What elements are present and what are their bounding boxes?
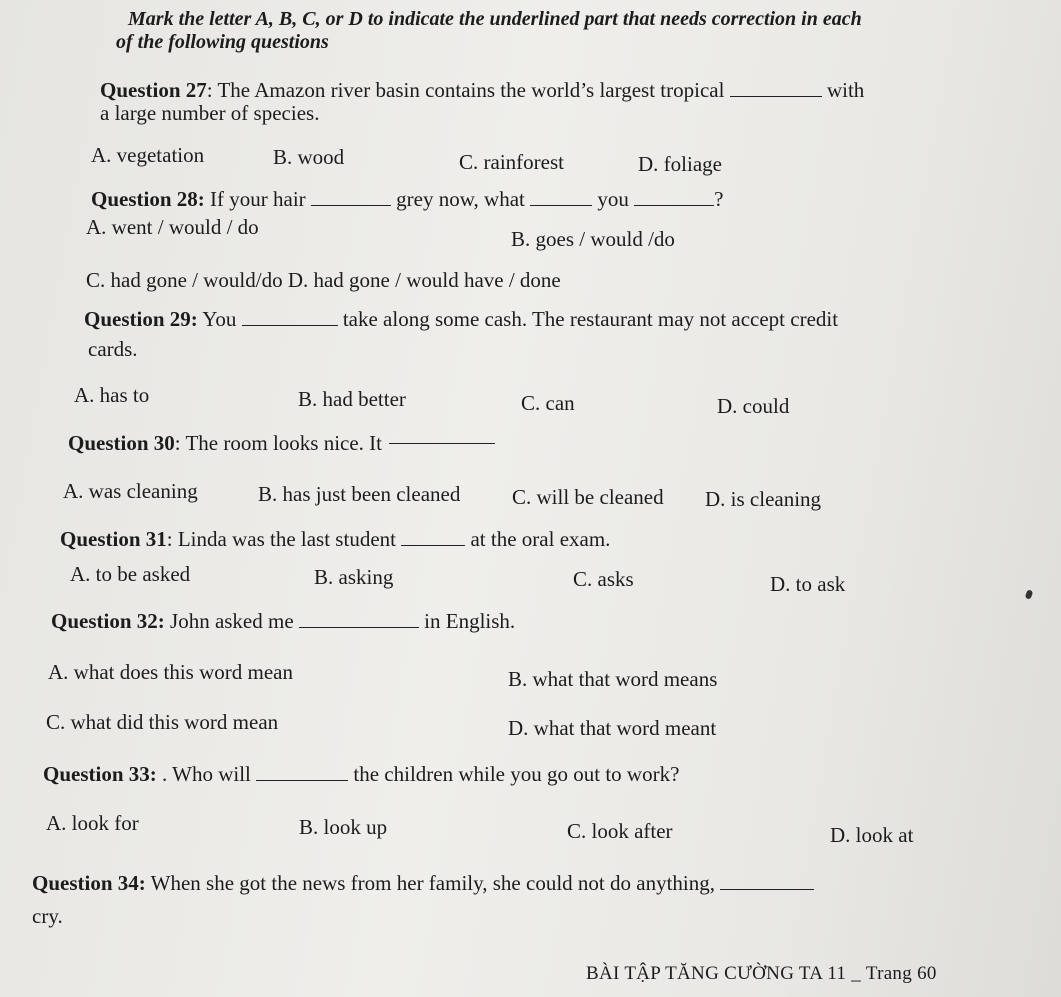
question-text: take along some cash. The restaurant may not accept credit [342, 307, 839, 331]
question-label: Question 28: [91, 187, 205, 211]
page-footer [586, 962, 937, 986]
option-b: B. look up [299, 815, 388, 839]
question-30 [68, 431, 495, 455]
answer-blank [256, 764, 348, 781]
question-27-cont: a large number of species. [100, 101, 320, 125]
question-text: with [826, 78, 865, 102]
answer-blank [530, 189, 592, 206]
option-a: A. what does this word mean [48, 660, 293, 684]
answer-blank [299, 611, 419, 628]
question-text: at the oral exam. [470, 527, 611, 551]
option-b: B. wood [273, 145, 345, 169]
answer-blank [242, 309, 338, 326]
question-31 [60, 527, 610, 551]
instruction-line-2: of the following questions [116, 31, 329, 53]
option-a: A. was cleaning [63, 479, 198, 503]
option-a: A. to be asked [70, 562, 191, 586]
question-28 [91, 187, 723, 211]
answer-blank [311, 189, 391, 206]
question-27 [100, 78, 864, 102]
option-b: B. goes / would /do [511, 227, 675, 251]
question-label: Question 29: [84, 307, 198, 331]
question-text: You [202, 307, 237, 331]
option-b: B. has just been cleaned [258, 482, 461, 506]
question-text: John asked me [170, 609, 294, 633]
question-text: ? [714, 187, 724, 211]
pen-mark [1025, 589, 1034, 600]
answer-blank [389, 427, 495, 444]
answer-blank [720, 873, 814, 890]
answer-blank [401, 529, 465, 546]
question-text: : The Amazon river basin contains the world’s largest tropical [206, 78, 725, 102]
option-d: D. is cleaning [705, 487, 822, 511]
option-c: C. what did this word mean [46, 710, 279, 734]
question-34-cont: cry. [32, 904, 63, 928]
question-label: Question 32: [51, 609, 165, 633]
question-33 [43, 762, 679, 786]
question-text: grey now, what [396, 187, 525, 211]
question-text: the children while you go out to work? [353, 762, 680, 786]
option-d: D. look at [830, 823, 914, 847]
option-d: D. could [717, 394, 790, 418]
question-text: When she got the news from her family, she could not do anything, [150, 871, 715, 895]
option-a: A. vegetation [91, 143, 205, 167]
question-text: If your hair [210, 187, 306, 211]
instruction-line-1: Mark the letter A, B, C, or D to indicate the underlined part that needs correction in each [128, 8, 862, 30]
question-text: . Who will [162, 762, 251, 786]
answer-blank [634, 189, 714, 206]
option-a: A. look for [46, 811, 139, 835]
question-29-cont: cards. [88, 337, 138, 361]
option-b: B. asking [314, 565, 394, 589]
footer-separator: _ [851, 963, 862, 984]
option-d: D. to ask [770, 572, 846, 596]
question-label: Question 30 [68, 431, 175, 455]
option-a: A. has to [74, 383, 150, 407]
question-text: : Linda was the last student [166, 527, 396, 551]
question-34 [32, 871, 814, 895]
option-b: B. had better [298, 387, 406, 411]
question-label: Question 31 [60, 527, 167, 551]
answer-blank [730, 80, 822, 97]
question-text: you [597, 187, 629, 211]
question-label: Question 33: [43, 762, 157, 786]
option-d: D. foliage [638, 152, 722, 176]
option-c: C. rainforest [459, 150, 564, 174]
footer-page-number: Trang 60 [865, 963, 937, 984]
option-c: C. can [521, 391, 575, 415]
question-label: Question 34: [32, 871, 146, 895]
question-29 [84, 307, 917, 331]
option-c-d: C. had gone / would/do D. had gone / would have / done [86, 268, 561, 292]
option-a: A. went / would / do [86, 215, 259, 239]
question-label: Question 27 [100, 78, 207, 102]
option-c: C. asks [573, 567, 634, 591]
question-text: : The room looks nice. It [174, 431, 383, 455]
footer-title: BÀI TẬP TĂNG CƯỜNG TA 11 [586, 963, 847, 984]
question-text: in English. [424, 609, 516, 633]
option-c: C. will be cleaned [512, 485, 664, 509]
option-d: D. what that word meant [508, 716, 717, 740]
option-c: C. look after [567, 819, 673, 843]
question-32 [51, 609, 515, 633]
option-b: B. what that word means [508, 667, 718, 691]
